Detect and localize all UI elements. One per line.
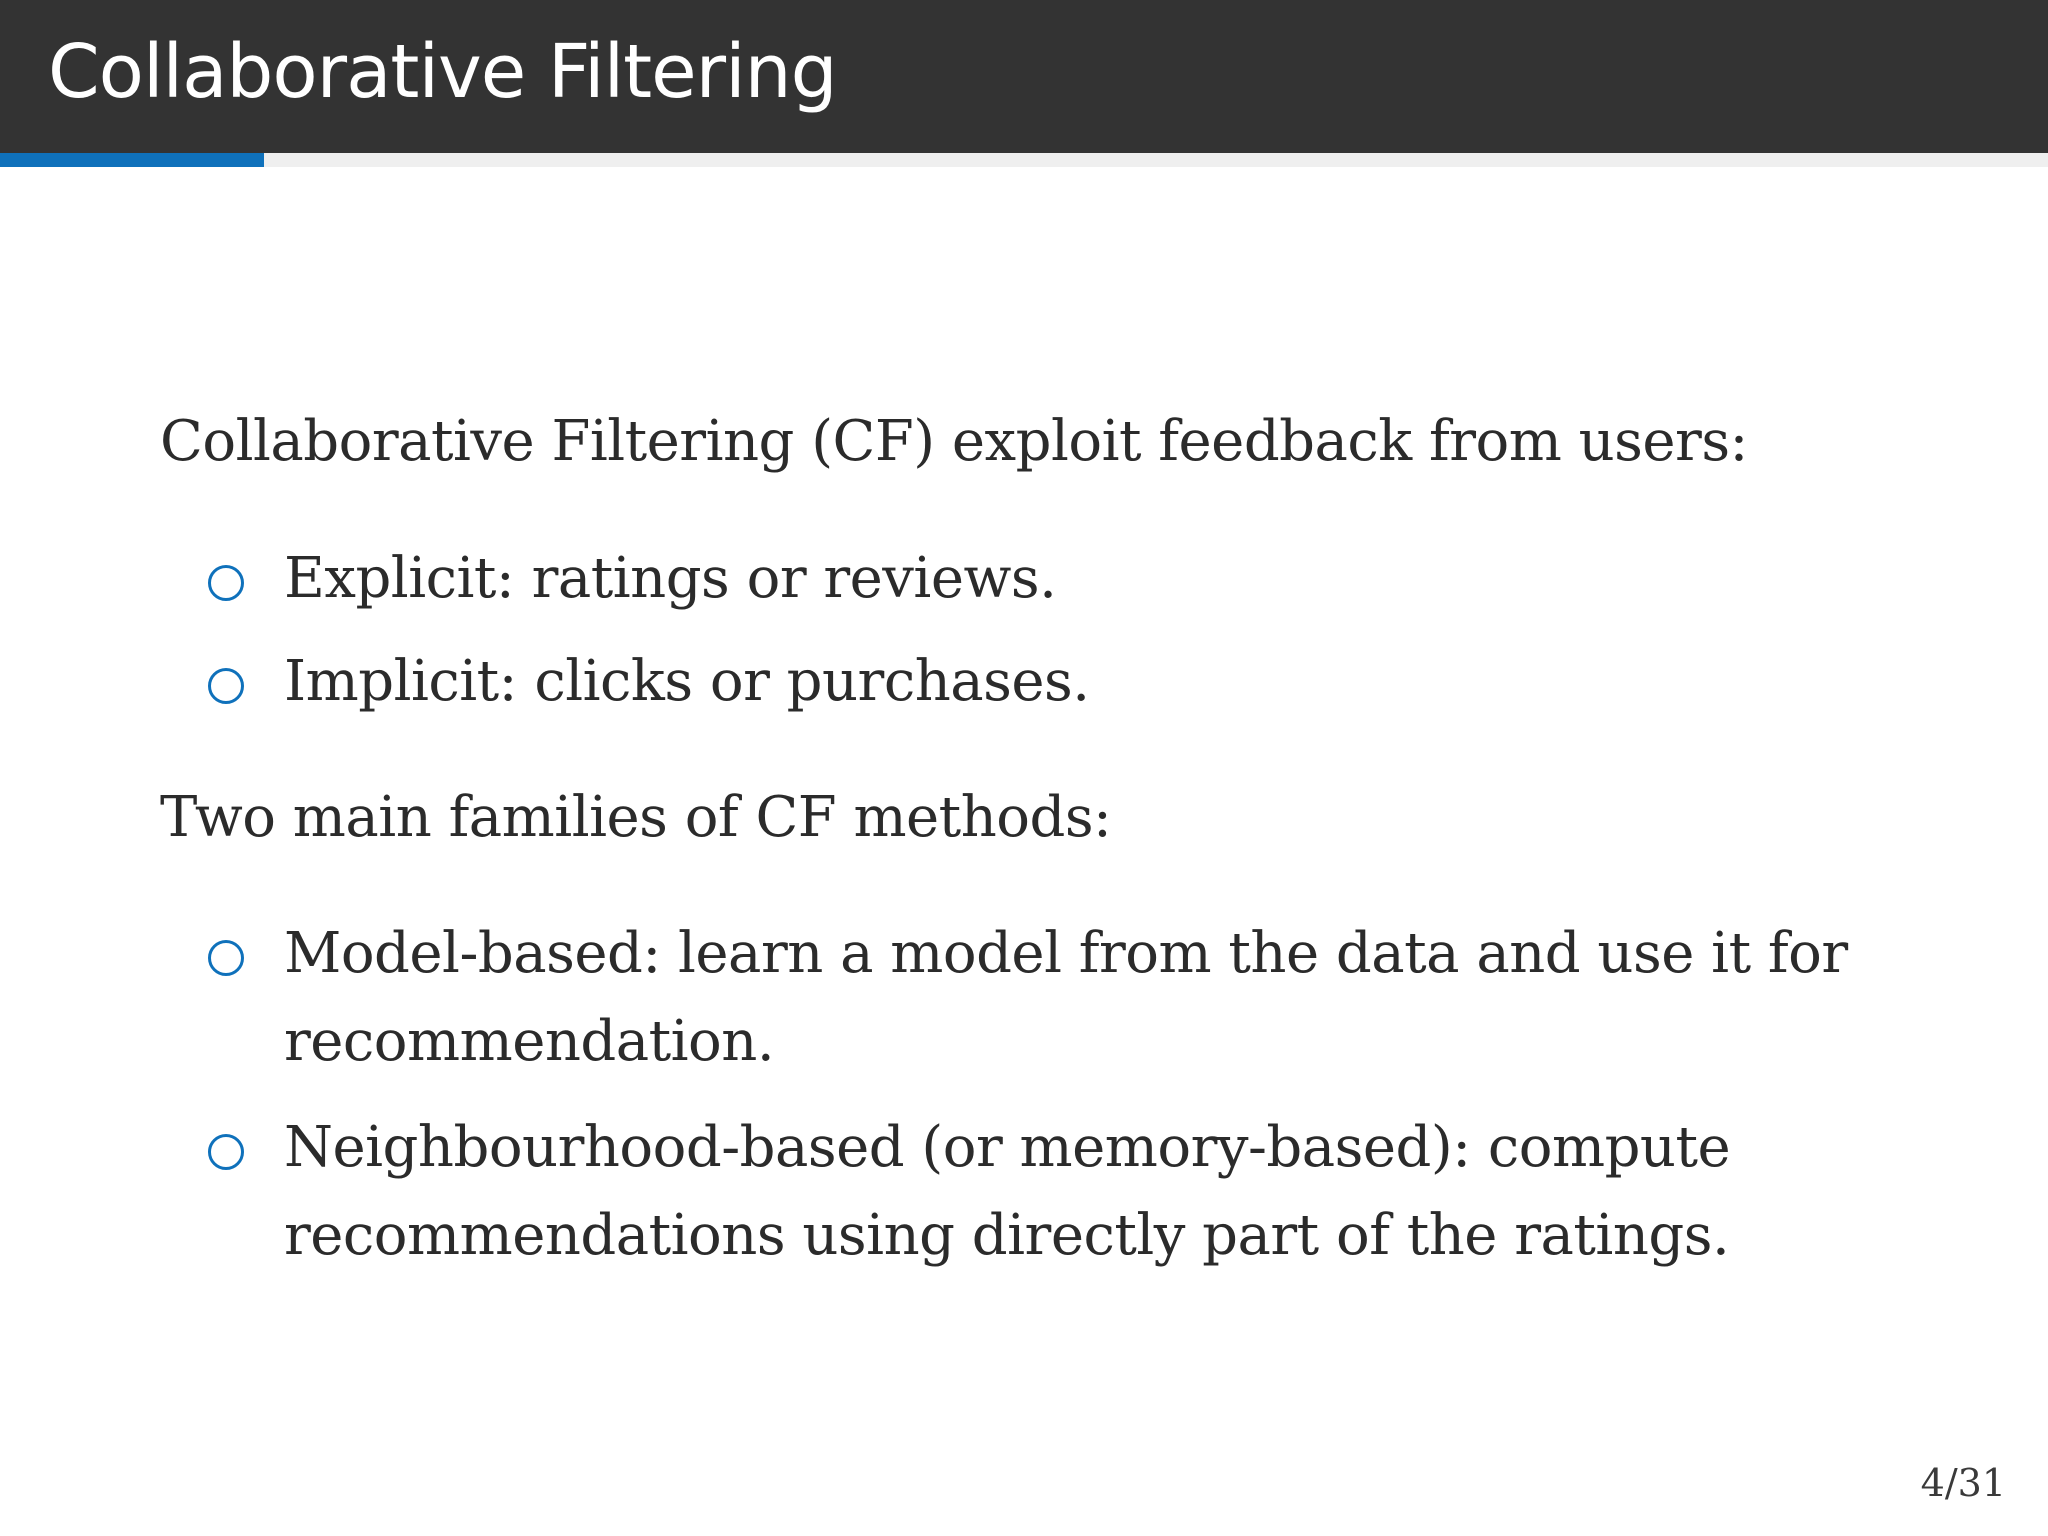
slide-header	[0, 0, 2048, 153]
circle-bullet-icon	[208, 940, 244, 976]
families-paragraph: Two main families of CF methods:	[160, 785, 1112, 850]
intro-paragraph: Collaborative Filtering (CF) exploit feedback from users:	[160, 409, 1748, 474]
list-item-text: Model-based: learn a model from the data and use it for recommendation.	[284, 921, 1848, 1074]
progress-bar-fill	[0, 153, 264, 167]
slide-title: Collaborative Filtering	[48, 29, 837, 115]
list-item-text: Implicit: clicks or purchases.	[284, 649, 1090, 714]
circle-bullet-icon	[208, 668, 244, 704]
circle-bullet-icon	[208, 565, 244, 601]
progress-bar	[0, 153, 2048, 167]
page-number: 4/31	[1920, 1461, 2006, 1505]
list-item-text: Neighbourhood-based (or memory-based): compute recommendations using directly part of the ratings.	[284, 1115, 1731, 1268]
list-item-text: Explicit: ratings or reviews.	[284, 546, 1057, 611]
circle-bullet-icon	[208, 1134, 244, 1170]
